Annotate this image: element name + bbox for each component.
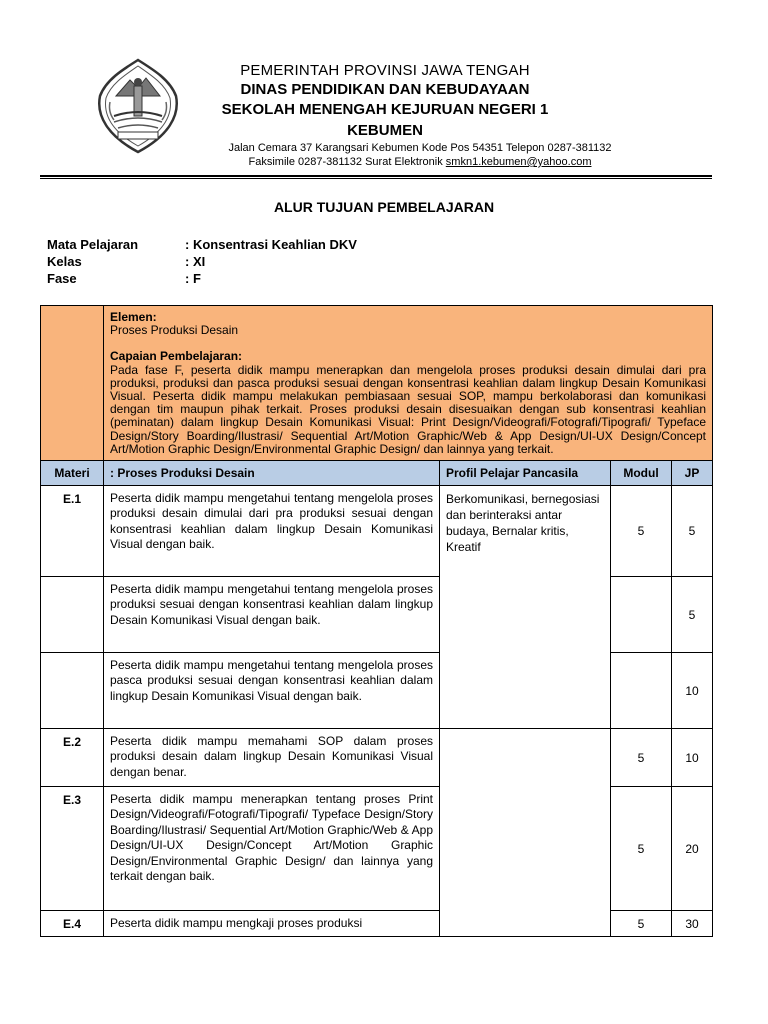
cp-label: Capaian Pembelajaran:	[110, 349, 243, 364]
table-row	[41, 911, 713, 937]
address-line: Jalan Cemara 37 Karangsari Kebumen Kode Pos 54351 Telepon 0287-381132	[228, 142, 612, 154]
meta-value: : XI	[185, 254, 206, 269]
learning-flow-table	[40, 305, 713, 937]
row-modul: 5	[611, 911, 672, 937]
row-modul: 5	[611, 787, 672, 911]
row-description: Peserta didik mampu memahami SOP dalam proses produksi desain dalam lingkup Desain Komunikasi Visual dengan benar.	[104, 729, 440, 787]
table-row	[41, 653, 713, 729]
row-code: E.3	[41, 787, 104, 911]
row-modul: 5	[611, 729, 672, 787]
row-jp: 10	[672, 653, 713, 729]
meta-label: Fase	[47, 271, 77, 286]
row-jp: 30	[672, 911, 713, 937]
meta-label: Kelas	[47, 254, 82, 269]
table-row	[41, 486, 713, 577]
row-code	[41, 577, 104, 653]
contact-line	[150, 156, 690, 168]
meta-class	[47, 254, 205, 269]
col-header-profil: Profil Pelajar Pancasila	[440, 461, 611, 486]
elemen-cell	[104, 306, 713, 461]
header-divider-thin	[40, 178, 712, 179]
elemen-spacer	[41, 306, 104, 461]
col-header-jp: JP	[672, 461, 713, 486]
header-city: KEBUMEN	[347, 122, 423, 139]
row-description: Peserta didik mampu mengetahui tentang mengelola proses produksi sesuai dengan konsentrasi keahlian dalam lingkup Desain Komunikasi Visual dengan baik.	[104, 577, 440, 653]
meta-phase	[47, 271, 201, 286]
meta-value: : F	[185, 271, 201, 286]
email-link[interactable]: smkn1.kebumen@yahoo.com	[445, 156, 592, 168]
header-school: SEKOLAH MENENGAH KEJURUAN NEGERI 1	[221, 101, 549, 118]
meta-subject	[47, 237, 357, 252]
profil-pancasila-cell: Berkomunikasi, bernegosiasi dan berinteraksi antar budaya, Bernalar kritis, Kreatif	[440, 486, 611, 729]
cp-text: Pada fase F, peserta didik mampu menerapkan dan mengelola proses produksi desain dimulai dari pra produksi, produksi dan pasca produksi sesuai dengan konsentrasi keahlian dalam lingkup Desain Komunikasi Visual. Peserta didik mampu melakukan pembiasaan sesuai SOP, mampu berkolaborasi dan komunikasi dengan tim maupun pihak terkait. Proses produksi desain disesuaikan dengan sub konsentrasi keahlian (peminatan) dalam lingkup Desain Komunikasi Visual: Print Design/Videografi/Fotografi/Tipografi/ Typeface Design/Story Boarding/Ilustrasi/ Sequential Art/Motion Graphic/Web & App Design/UI-UX Design/Concept Art/Motion Graphic Design/Environmental Graphic Design/ dan lainnya yang terkait.	[110, 362, 706, 456]
jawa-tengah-emblem-icon	[88, 56, 188, 156]
header-department: DINAS PENDIDIKAN DAN KEBUDAYAAN	[240, 81, 530, 98]
row-modul	[611, 653, 672, 729]
elemen-row	[41, 306, 713, 461]
table-row	[41, 787, 713, 911]
col-header-topic: : Proses Produksi Desain	[104, 461, 440, 486]
row-description: Peserta didik mampu mengkaji proses produksi	[104, 911, 440, 937]
row-description: Peserta didik mampu menerapkan tentang proses Print Design/Videografi/Fotografi/Tipografi/ Typeface Design/Story Boarding/Ilustrasi/ Sequential Art/Motion Graphic/Web & App Design/UI-UX Design/Concept Art/Motion Graphic Design/Environmental Graphic Design/ dan lainnya yang terkait dengan baik.	[104, 787, 440, 911]
row-code: E.4	[41, 911, 104, 937]
row-description: Peserta didik mampu mengetahui tentang mengelola proses pasca produksi sesuai dengan konsentrasi keahlian dalam lingkup Desain Komunikasi Visual dengan baik.	[104, 653, 440, 729]
fax-text: Faksimile 0287-381132 Surat Elektronik	[248, 156, 446, 168]
table-row	[41, 577, 713, 653]
col-header-materi: Materi	[41, 461, 104, 486]
row-modul: 5	[611, 486, 672, 577]
row-code	[41, 653, 104, 729]
row-jp: 10	[672, 729, 713, 787]
elemen-label: Elemen:	[110, 310, 157, 324]
profil-empty-cell	[440, 729, 611, 937]
document-title: ALUR TUJUAN PEMBELAJARAN	[273, 199, 495, 215]
table-row	[41, 729, 713, 787]
row-jp: 20	[672, 787, 713, 911]
col-header-modul: Modul	[611, 461, 672, 486]
row-modul	[611, 577, 672, 653]
row-code: E.2	[41, 729, 104, 787]
meta-label: Mata Pelajaran	[47, 237, 139, 252]
table-header-row	[41, 461, 713, 486]
header-government: PEMERINTAH PROVINSI JAWA TENGAH	[240, 62, 530, 79]
row-jp: 5	[672, 577, 713, 653]
row-jp: 5	[672, 486, 713, 577]
row-code: E.1	[41, 486, 104, 577]
header-divider	[40, 175, 712, 177]
row-description: Peserta didik mampu mengetahui tentang mengelola proses produksi desain dimulai dari pra produksi sesuai dengan konsentrasi keahlian dalam lingkup Desain Komunikasi Visual dengan baik.	[104, 486, 440, 577]
meta-value: : Konsentrasi Keahlian DKV	[185, 237, 357, 252]
elemen-value: Proses Produksi Desain	[110, 323, 239, 338]
